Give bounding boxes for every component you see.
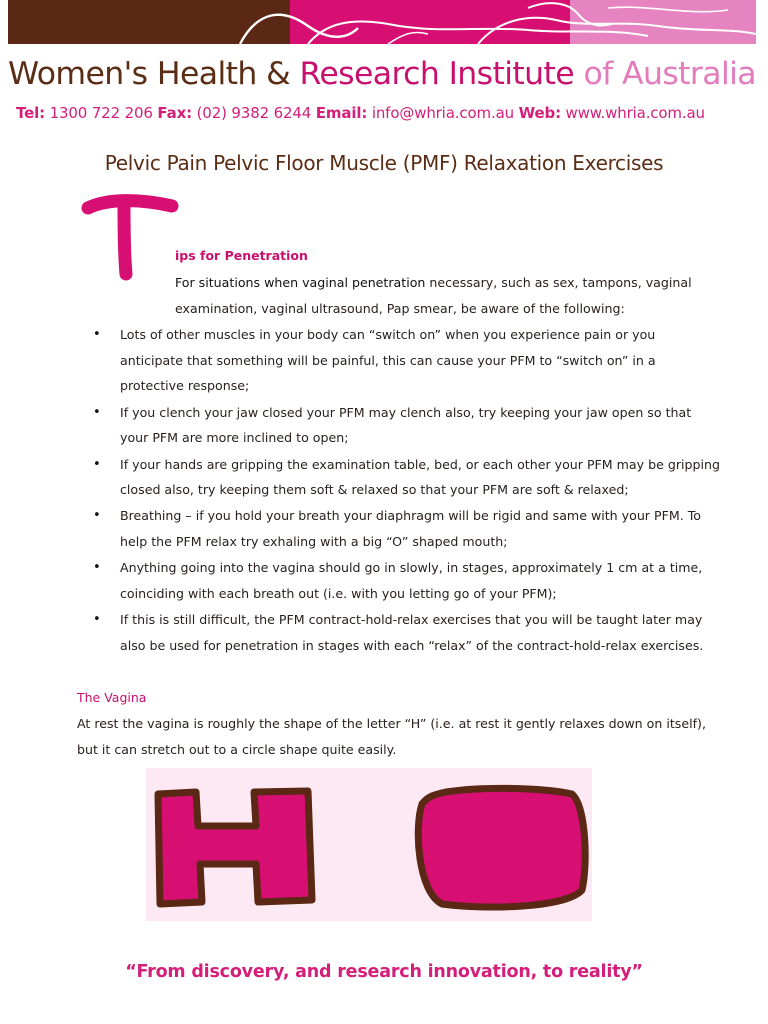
list-item: • If this is still difficult, the PFM contract-hold-relax exercises that you will be taught later may also be used for penetration in stages with each “relax” of the contract-hold-relax exercises.	[120, 607, 720, 658]
contact-line	[16, 101, 758, 125]
list-item: • Lots of other muscles in your body can “switch on” when you experience pain or you anticipate that something will be painful, this can cause your PFM to “switch on” in a protective response;	[120, 322, 720, 399]
intro-lead: For situations when vaginal penetration	[175, 275, 426, 290]
web-label: Web:	[518, 104, 561, 122]
fax-value: (02) 9382 6244	[196, 104, 312, 122]
list-item: • If your hands are gripping the examination table, bed, or each other your PFM may be gripping closed also, try keeping them soft & relaxed so that your PFM are soft & relaxed;	[120, 452, 720, 503]
drop-cap-t-icon	[80, 190, 180, 286]
vagina-paragraph: At rest the vagina is roughly the shape of the letter “H” (i.e. at rest it gently relaxes down on itself), but it can stretch out to a circle shape quite easily.	[77, 716, 706, 757]
fax-label: Fax:	[157, 104, 192, 122]
email-link[interactable]: info@whria.com.au	[371, 104, 514, 122]
intro-rest: necessary, such as sex, tampons, vaginal examination, vaginal ultrasound, Pap smear, be aware of the following:	[175, 275, 692, 316]
list-item: • Anything going into the vagina should go in slowly, in stages, approximately 1 cm at a time, coinciding with each breath out (i.e. with you letting go of your PFM);	[120, 555, 720, 606]
org-name-part3: of Australia	[583, 56, 756, 92]
decorative-banner-icon	[8, 0, 756, 44]
organization-name	[8, 54, 760, 94]
tips-list	[120, 322, 720, 659]
tel-value: 1300 722 206	[49, 104, 153, 122]
vagina-heading: The Vagina	[77, 690, 147, 705]
web-link[interactable]: www.whria.com.au	[565, 104, 705, 122]
header-banner	[8, 0, 756, 44]
tel-label: Tel:	[16, 104, 45, 122]
circle-o-shape-icon	[418, 788, 585, 907]
org-name-part2: Research Institute	[299, 56, 584, 92]
list-item: • Breathing – if you hold your breath your diaphragm will be rigid and same with your PFM. To help the PFM relax try exhaling with a big “O” shaped mouth;	[120, 503, 720, 554]
shapes-illustration	[146, 768, 592, 921]
tagline: “From discovery, and research innovation, to reality”	[125, 962, 643, 982]
page-title: Pelvic Pain Pelvic Floor Muscle (PMF) Relaxation Exercises	[104, 151, 664, 175]
drop-cap	[80, 190, 180, 290]
email-label: Email:	[315, 104, 368, 122]
letter-h-shape-icon	[158, 791, 312, 904]
tips-heading: ips for Penetration	[175, 248, 308, 263]
org-name-part1: Women's Health &	[8, 56, 300, 92]
list-item: • If you clench your jaw closed your PFM may clench also, try keeping your jaw open so that your PFM are more inclined to open;	[120, 400, 720, 451]
intro-paragraph	[175, 270, 715, 322]
